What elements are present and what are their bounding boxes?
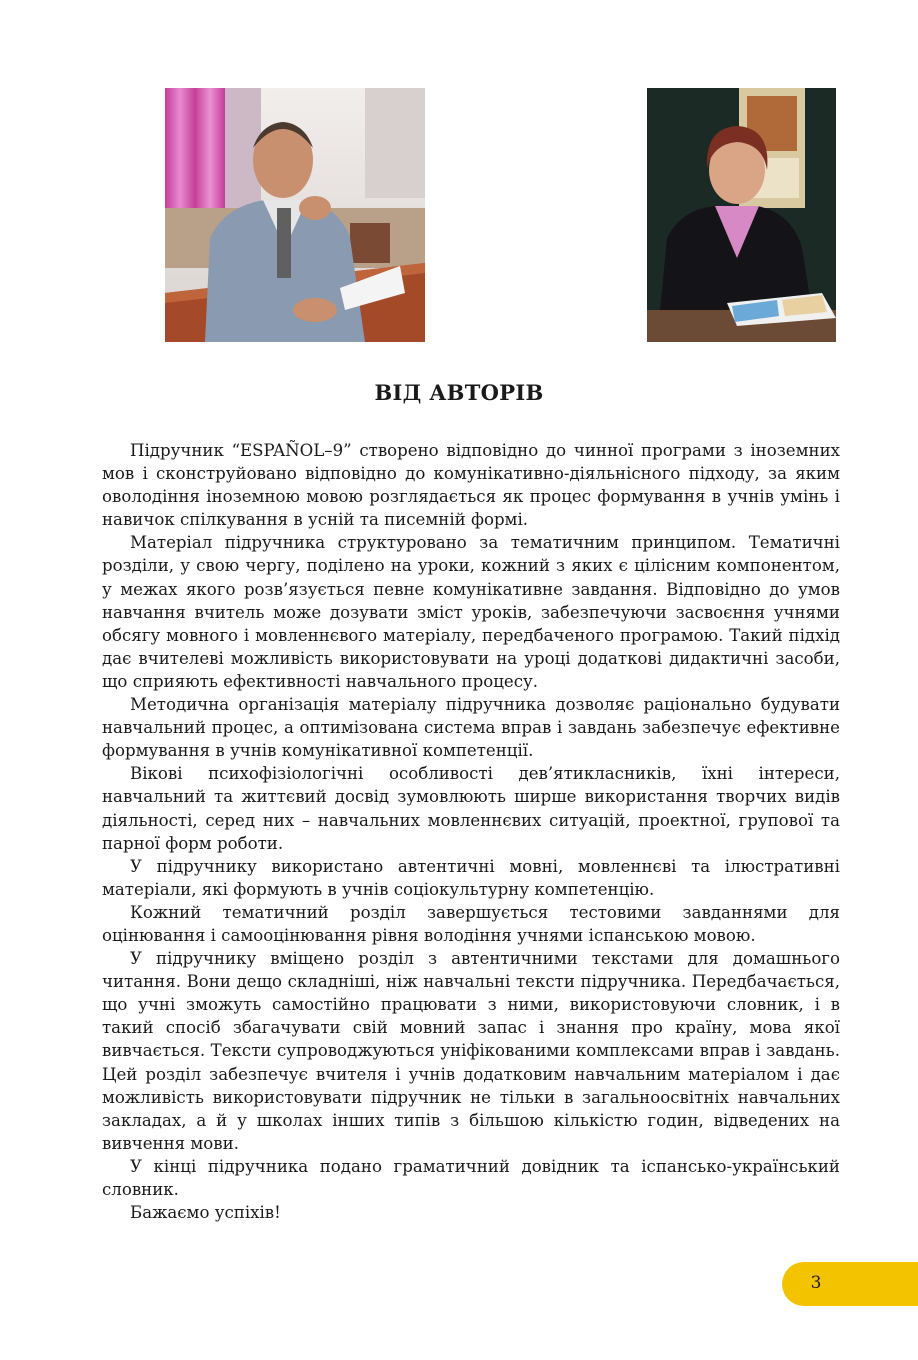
paragraph: Підручник “ESPAÑOL–9” створено відповідно до чинної програми з іноземних мов і сконструйовано відповідно до комунікативно-діяльнісного підходу, за яким оволодіння іноземною мовою розглядається як процес формування в учнів умінь і навичок спілкування в усній та писемній формі. <box>102 441 840 530</box>
paragraph: У підручнику використано автентичні мовні, мовленнєві та ілюстративні матеріали, які формують в учнів соціокультурну компетенцію. <box>102 856 840 899</box>
paragraph: Матеріал підручника структуровано за тематичним принципом. Тематичні розділи, у свою чергу, поділено на уроки, кожний з яких є цілісним компонентом, у межах якого розв’язується певне комунікативне завдання. Відповідно до умов навчання вчитель може дозувати зміст уроків, забезпечуючи засвоєння учнями обсягу мовного і мовленнєвого матеріалу, передбаченого програмою. Такий підхід дає вчителеві можливість використовувати на уроці додаткові дидактичні засоби, що сприяють ефективності навчального процесу. <box>102 533 840 691</box>
page-number: 3 <box>810 1273 822 1293</box>
paragraph: Бажаємо успіхів! <box>130 1203 281 1223</box>
paragraph: У кінці підручника подано граматичний довідник та іспансько-український словник. <box>102 1156 840 1199</box>
paragraph: У підручнику вміщено розділ з автентичними текстами для домашнього читання. Вони дещо складніші, ніж навчальні тексти підручника. Передбачається, що учні зможуть самостійно працювати з ними, використовуючи словник, і в такий спосіб збагачувати свій мовний запас і знання про країну, мова якої вивчається. Тексти супроводжуються уніфікованими комплексами вправ і завдань. Цей розділ забезпечує вчителя і учнів додатковим навчальним матеріалом і дає можливість використовувати підручник не тільки в загальноосвітніх навчальних закладах, а й у школах інших типів з більшою кількістю годин, відведених на вивчення мови. <box>102 949 840 1153</box>
author-foreword <box>102 439 840 1224</box>
paragraph: Вікові психофізіологічні особливості дев’ятикласників, їхні інтереси, навчальний та життєвий досвід зумовлюють ширше використання творчих видів діяльності, серед них – навчальних мовленнєвих ситуацій, проектної, групової та парної форм роботи. <box>102 764 840 853</box>
author-photo-right <box>647 88 836 342</box>
author-photo-left <box>165 88 425 342</box>
author-photo-right-image <box>647 88 836 342</box>
page-title: ВІД АВТОРІВ <box>374 380 544 405</box>
page-number-tab <box>782 1262 918 1306</box>
paragraph: Кожний тематичний розділ завершується тестовими завданнями для оцінювання і самооцінювання рівня володіння учнями іспанською мовою. <box>102 902 840 945</box>
paragraph: Методична організація матеріалу підручника дозволяє раціонально будувати навчальний процес, а оптимізована система вправ і завдань забезпечує ефективне формування в учнів комунікативної компетенції. <box>102 695 840 761</box>
author-photo-left-image <box>165 88 425 342</box>
